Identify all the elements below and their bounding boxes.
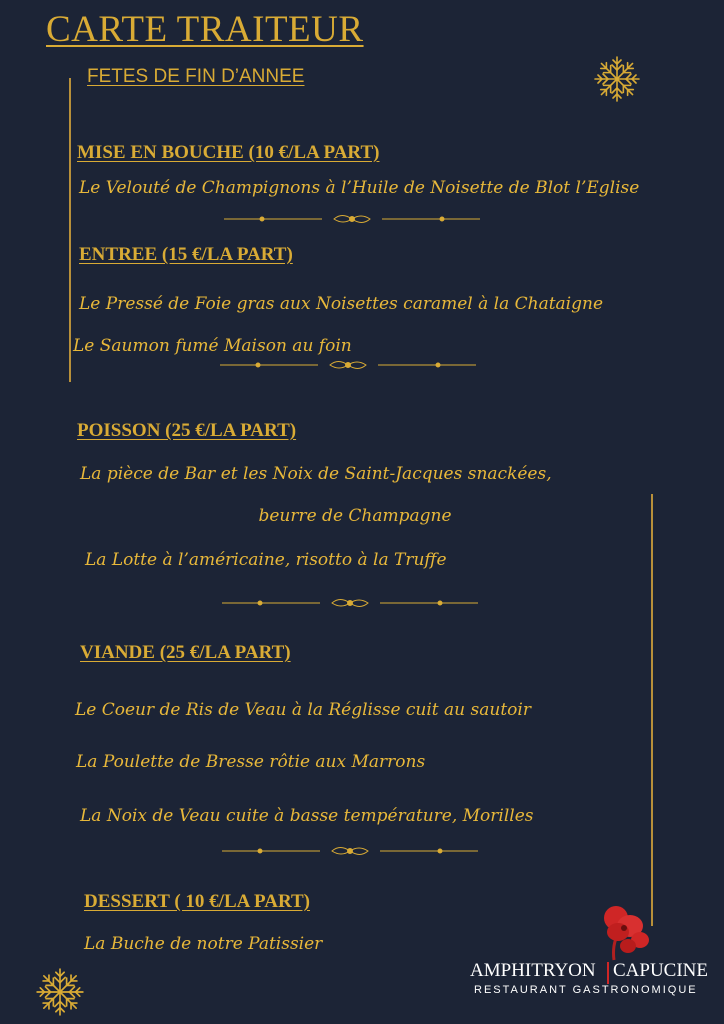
logo-name-right: CAPUCINE xyxy=(613,960,709,981)
dish-item: beurre de Champagne xyxy=(258,506,452,526)
ornament-divider-icon xyxy=(222,213,482,225)
logo-divider xyxy=(607,962,609,984)
section-title-mise-en-bouche: MISE EN BOUCHE (10 €/LA PART) xyxy=(77,142,380,163)
ornament-divider-icon xyxy=(218,359,478,371)
dish-item: Le Coeur de Ris de Veau à la Réglisse cuit au sautoir xyxy=(75,700,531,720)
ornament-divider-icon xyxy=(220,597,480,609)
dish-item: Le Saumon fumé Maison au foin xyxy=(73,336,352,356)
dish-item: Le Pressé de Foie gras aux Noisettes caramel à la Chataigne xyxy=(79,294,604,314)
page-subtitle: FETES DE FIN D’ANNEE xyxy=(87,66,305,87)
section-title-poisson: POISSON (25 €/LA PART) xyxy=(77,420,297,441)
dish-item: La Noix de Veau cuite à basse température, Morilles xyxy=(80,806,534,826)
ornament-divider-icon xyxy=(220,845,480,857)
logo-tagline: RESTAURANT GASTRONOMIQUE xyxy=(474,984,698,996)
flower-icon xyxy=(592,900,658,966)
dish-item: Le Velouté de Champignons à l’Huile de Noisette de Blot l’Eglise xyxy=(79,178,640,198)
left-border-line xyxy=(69,78,71,382)
dish-item: La pièce de Bar et les Noix de Saint-Jacques snackées, xyxy=(80,464,552,484)
page-title: CARTE TRAITEUR xyxy=(46,9,364,50)
snowflake-icon xyxy=(592,54,642,104)
dish-item: La Buche de notre Patissier xyxy=(84,934,323,954)
dish-item: La Poulette de Bresse rôtie aux Marrons xyxy=(76,752,426,772)
section-title-dessert: DESSERT ( 10 €/LA PART) xyxy=(84,891,311,912)
snowflake-icon xyxy=(34,966,86,1018)
section-title-viande: VIANDE (25 €/LA PART) xyxy=(80,642,291,663)
section-title-entree: ENTREE (15 €/LA PART) xyxy=(79,244,293,265)
right-border-line xyxy=(651,494,653,926)
dish-item: La Lotte à l’américaine, risotto à la Truffe xyxy=(85,550,447,570)
logo-name-left: AMPHITRYON xyxy=(470,960,596,981)
